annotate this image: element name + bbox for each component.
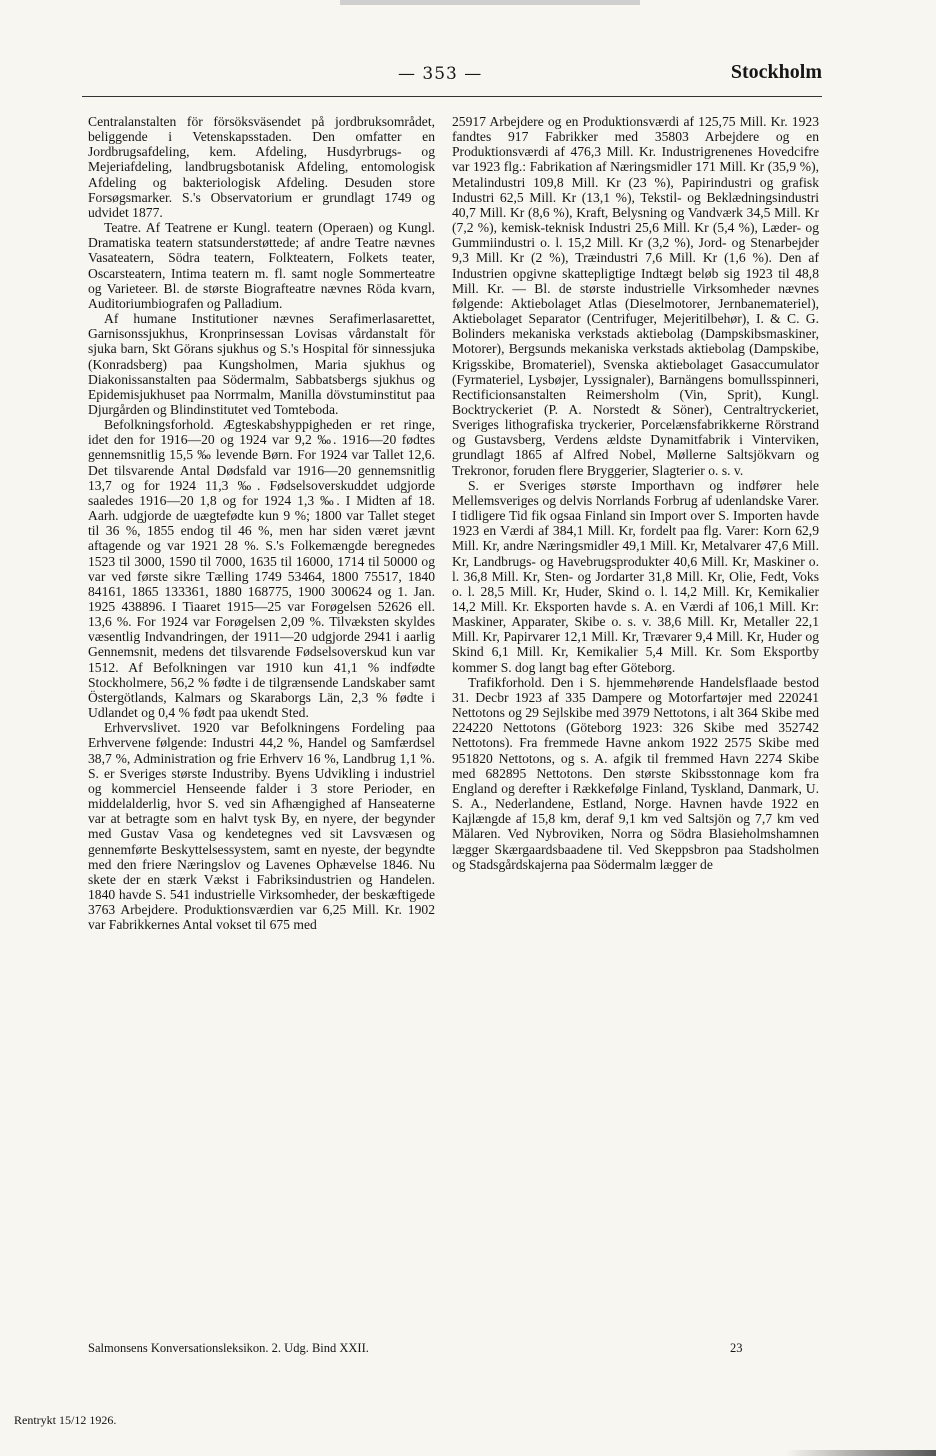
header-rule xyxy=(82,96,822,97)
page-number: — 353 — xyxy=(398,64,483,84)
page-footer xyxy=(88,1341,828,1356)
paragraph-agriculture: Centralanstalten för försöksväsendet på jordbruksområdet, beliggende i Vetenskapsstaden. Den omfatter en Jordbrugsafdeling, kem. Afdeling, Husdyrbrugs- og Mejeriafdeling, landbrugsbotanisk Afdeling, entomologisk Afdeling og bakteriologisk Afdeling. Desuden store Forsøgsmarker. S.'s Observatorium er grundlagt 1749 og udvidet 1877. xyxy=(88,114,435,220)
paragraph-traffic: Trafikforhold. Den i S. hjemmehørende Handelsflaade bestod 31. Decbr 1923 af 335 Dampere og Motorfartøjer med 220241 Nettotons og 29 Sejlskibe med 3979 Nettotons, i alt 364 Skibe med 224220 Nettotons (Göteborg 1923: 326 Skibe med 352742 Nettotons). Fra fremmede Havne ankom 1922 2575 Skibe med 951820 Nettotons, og s. A. afgik til fremmed Havn 2274 Skibe med 682895 Nettotons. Den største Skibsstonnage kom fra England og derefter i Rækkefølge Finland, Tyskland, Danmark, U. S. A., Nederlandene, Estland, Norge. Havnen havde 1922 en Kajlængde af 15,8 km, deraf 9,1 km ved Saltsjön og 7,7 km ved Mälaren. Ved Nybroviken, Norra og Södra Blasieholmshamnen lægger Skærgaardsbaadene til. Ved Skeppsbron paa Stadsholmen og Stadsgårdskajerna paa Södermalm lægger de xyxy=(452,674,819,872)
paragraph-population: Befolkningsforhold. Ægteskabshyppigheden er ret ringe, idet den for 1916—20 og 1924 var 9,2 ‰. 1916—20 fødtes gennemsnitlig 15,5 ‰ levende Børn. For 1924 var Tallet 12,6. Det tilsvarende Antal Dødsfald var 1916—20 gennemsnitlig 13,7 og for 1924 11,3 ‰. Fødselsoverskuddet udgjorde saaledes 1916—20 1,8 og for 1924 1,3 ‰. I Midten af 18. Aarh. udgjorde de uægtefødte kun 9 %; 1800 var Tallet steget til 36 %, 1855 endog til 46 %, men har siden været jævnt aftagende og var 1921 28 %. S.'s Folkemængde beregnedes 1523 til 3000, 1590 til 7000, 1635 til 16000, 1714 til 50000 og var ved første sikre Tælling 1749 53464, 1800 75517, 1840 84161, 1865 133361, 1880 168775, 1900 300624 og 1. Jan. 1925 438896. I Tiaaret 1915—25 var Forøgelsen 52626 ell. 13,6 %. For 1924 var Forøgelsen 2,09 %. Tilvæksten skyldes væsentlig Indvandringen, der 1911—20 udgjorde 2941 i aarlig Gennemsnit, medens det tilsvarende Fødselsoverskud kun var 1512. Af Befolkningen var 1910 kun 41,1 % indfødte Stockholmere, 56,2 % fødte i de tilgrænsende Landskaber samt Östergötlands, Kalmars og Skaraborgs Län, 2,3 % fødte i Udlandet og 0,4 % født paa ukendt Sted. xyxy=(88,417,435,721)
page-header xyxy=(82,58,822,94)
scan-edge-shadow xyxy=(786,1450,936,1456)
paragraph-economy: Erhvervslivet. 1920 var Befolkningens Fordeling paa Erhvervene følgende: Industri 44,2 %, Handel og Samfærdsel 38,7 %, Administration og frie Erhverv 16 %, Landbrug 1,1 %. S. er Sveriges største Industriby. Byens Udvikling i industriel og kommerciel Henseende falder i 3 store Perioder, en middelalderlig, hvor S. ved sin Afhængighed af Hanseaterne var at betragte som en halvt tysk By, en nyere, der begynder med Gustav Vasa og kendetegnes ved sit Lavsvæsen og gennemførte Beskyttelsessystem, samt en nyeste, der begyndte med den friere Næringslov og Lavenes Ophævelse 1846. Nu skete der en stærk Vækst i Fabriksindustrien og Handelen. 1840 havde S. 541 industrielle Virksomheder, der beskæftigede 3763 Arbejdere. Produktionsværdien var 6,25 Mill. Kr. 1902 var Fabrikkernes Antal vokset til 675 med xyxy=(88,720,435,933)
left-column xyxy=(88,114,435,932)
running-title: Stockholm xyxy=(730,61,822,83)
paragraph-trade: S. er Sveriges største Importhavn og indfører hele Mellemsveriges og delvis Norrlands Forbrug af udenlandske Varer. I tidligere Tid fik ogsaa Finland sin Import over S. Importen havde 1923 en Værdi af 384,1 Mill. Kr, fordelt paa flg. Varer: Korn 62,9 Mill. Kr, andre Næringsmidler 49,1 Mill. Kr, Metalvarer 47,6 Mill. Kr, Landbrugs- og Havebrugsprodukter 40,6 Mill. Kr, Maskiner o. l. 36,8 Mill. Kr, Sten- og Jordarter 31,8 Mill. Kr, Olie, Fedt, Voks o. l. 28,5 Mill. Kr, Huder, Skind o. l. 14,2 Mill. Kr, Kemikalier 14,2 Mill. Kr. Eksporten havde s. A. en Værdi af 106,1 Mill. Kr: Maskiner, Apparater, Skibe o. s. v. 38,6 Mill. Kr, Metaller 22,1 Mill. Kr, Papirvarer 12,1 Mill. Kr, Trævarer 9,4 Mill. Kr, Huder og Skind 6,1 Mill. Kr, Kemikalier 5,4 Mill. Kr. Som Eksportby kommer S. dog langt bag efter Göteborg. xyxy=(452,477,819,675)
right-column xyxy=(452,114,819,872)
paragraph-theatres: Teatre. Af Teatrene er Kungl. teatern (Operaen) og Kungl. Dramatiska teatern statsunderstøttede; af andre Teatre nævnes Vasateatern, Södra teatern, Folkteatern, Folkets teater, Oscarsteatern, Intima teatern m. fl. samt nogle Sommerteatre og Varieteer. Bl. de største Biografteatre nævnes Röda kvarn, Auditoriumbiografen og Palladium. xyxy=(88,220,435,311)
paragraph-industry: 25917 Arbejdere og en Produktionsværdi af 125,75 Mill. Kr. 1923 fandtes 917 Fabrikker med 35803 Arbejdere og en Produktionsværdi af 476,3 Mill. Kr. Industrigrenenes Hovedcifre var 1923 flg.: Fabrikation af Næringsmidler 171 Mill. Kr (35,9 %), Metalindustri 109,8 Mill. Kr (23 %), Papirindustri og grafisk Industri 62,5 Mill. Kr (13,1 %), Tekstil- og Beklædningsindustri 40,7 Mill. Kr (8,6 %), Kraft, Belysning og Vandværk 34,5 Mill. Kr (7,2 %), kemisk-teknisk Industri 25,6 Mill. Kr (5,4 %), Læder- og Gummiindustri o. l. 15,2 Mill. Kr (3,2 %), Jord- og Stenarbejder 9,3 Mill. Kr (2 %), Træindustri 7,6 Mill. Kr (1,6 %). Den af Industrien opgivne skattepligtige Indtægt beløb sig 1923 til 48,8 Mill. Kr. — Bl. de største industrielle Virksomheder nævnes følgende: Aktiebolaget Atlas (Dieselmotorer, Jernbanemateriel), Aktiebolaget Separator (Centrifuger, Mejeritilbehør), I. & C. G. Bolinders mekaniska verkstads aktiebolag (Dampskibsmaskiner, Motorer), Bergsunds mekaniska verkstads aktiebolag (Dampskibe, Krigsskibe, Bromateriel), Svenska aktiebolaget Gasaccumulator (Fyrmateriel, Lysbøjer, Lyssignaler), Barnängens bomullsspinneri, Rectificionsanstalten Reimersholm (Vin, Sprit), Kungl. Bocktryckeriet (P. A. Norstedt & Söner), Centraltryckeriet, Sveriges lithografiska tryckerier, Porcelænsfabrikkerne Rörstrand og Gustavsberg, Verdens ældste Dynamitfabrik i Vinterviken, grundlagt 1865 af Alfred Nobel, Møllerne Saltsjökvarn og Trekronor, foruden flere Bryggerier, Slagterier o. s. v. xyxy=(452,114,819,478)
scan-top-mark xyxy=(340,0,640,5)
footer-source: Salmonsens Konversationsleksikon. 2. Udg. Bind XXII. xyxy=(88,1341,369,1355)
reprint-note: Rentrykt 15/12 1926. xyxy=(14,1413,117,1427)
footer-sheet-number: 23 xyxy=(730,1341,743,1355)
paragraph-institutions: Af humane Institutioner nævnes Serafimerlasarettet, Garnisonssjukhus, Kronprinsessan Lovisas vårdanstalt för sjuka barn, Skt Görans sjukhus og S.'s Hospital för sinnessjuka (Konradsberg) paa Kungsholmen, Maria sjukhus og Diakonissanstalten paa Södermalm, Sabbatsbergs sjukhus og Epidemisjukhuset paa Norrmalm, Manilla dövstuminstitut paa Djurgården og Blindinstitutet ved Tomteboda. xyxy=(88,311,435,417)
